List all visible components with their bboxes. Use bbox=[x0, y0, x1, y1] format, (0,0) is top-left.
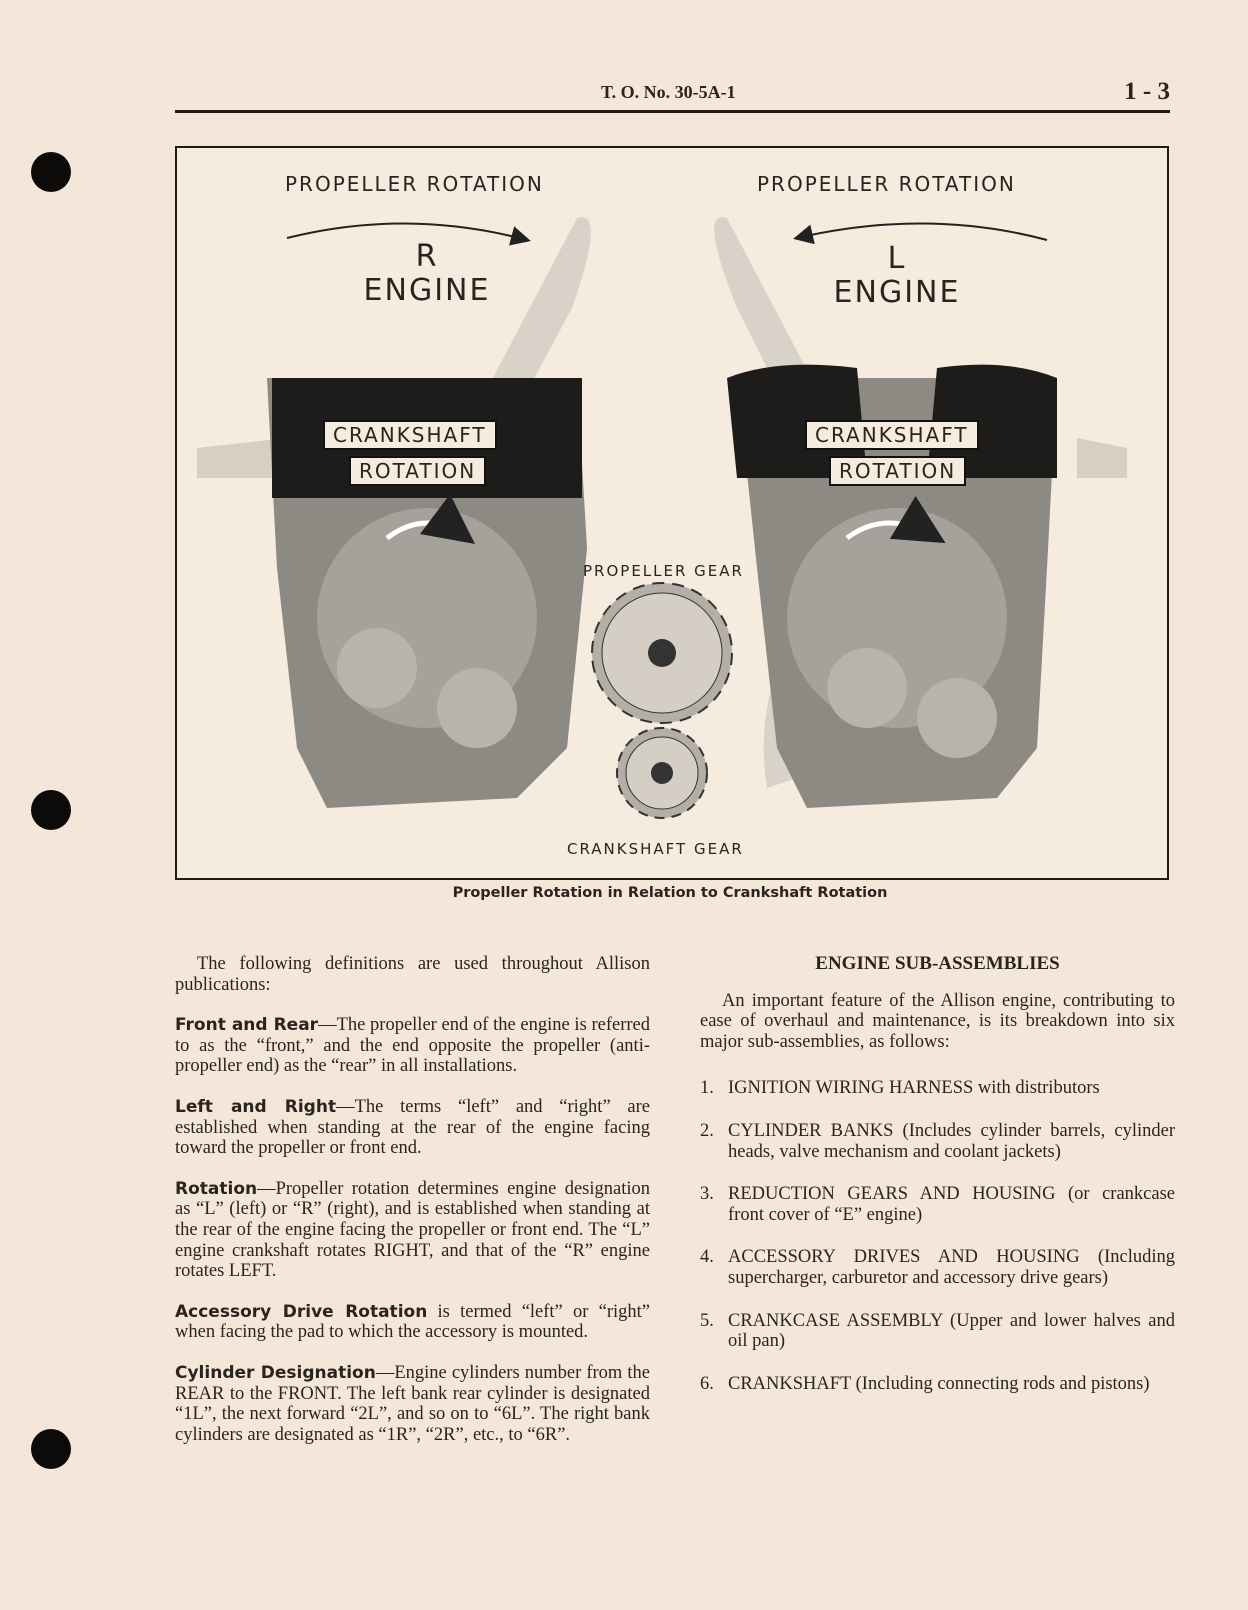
sub-assemblies-intro: An important feature of the Allison engine, contributing to ease of overhaul and maintenance, is its breakdown into six major sub-assemblies, as follows: bbox=[700, 990, 1175, 1052]
definition-accessory-drive: Accessory Drive Rotation is termed “left” or “right” when facing the pad to which the accessory is mounted. bbox=[175, 1301, 650, 1343]
crankshaft-gear-label: CRANKSHAFT GEAR bbox=[567, 840, 744, 858]
header-rule bbox=[175, 110, 1170, 113]
section-heading: ENGINE SUB-ASSEMBLIES bbox=[815, 953, 1060, 974]
definitions-column bbox=[175, 954, 650, 1465]
right-propeller-rotation-label: PROPELLER ROTATION bbox=[757, 172, 1016, 196]
l-engine-word: ENGINE bbox=[833, 275, 961, 310]
l-engine-letter: L bbox=[887, 241, 907, 276]
r-engine-word: ENGINE bbox=[363, 273, 491, 308]
definition-front-rear: Front and Rear—The propeller end of the engine is referred to as the “front,” and the end opposite the propeller (anti-propeller end) as the “rear” in all installations. bbox=[175, 1015, 651, 1077]
binder-hole bbox=[31, 790, 71, 830]
list-item: 2. CYLINDER BANKS (Includes cylinder barrels, cylinder heads, valve mechanism and coolant jackets) bbox=[700, 1120, 1175, 1162]
page-header bbox=[175, 80, 1170, 110]
list-item: 1. IGNITION WIRING HARNESS with distributors bbox=[700, 1078, 1100, 1099]
engine-rotation-figure bbox=[175, 146, 1169, 880]
list-item: 6. CRANKSHAFT (Including connecting rods and pistons) bbox=[700, 1373, 1150, 1394]
figure-caption: Propeller Rotation in Relation to Crankshaft Rotation bbox=[452, 885, 888, 901]
list-item: 4. ACCESSORY DRIVES AND HOUSING (Including supercharger, carburetor and accessory drive gears) bbox=[700, 1247, 1175, 1288]
r-engine-label bbox=[357, 240, 497, 308]
engine-illustration bbox=[177, 148, 1167, 878]
list-item: 5. CRANKCASE ASSEMBLY (Upper and lower halves and oil pan) bbox=[700, 1310, 1175, 1352]
page-number: 1 - 3 bbox=[1124, 78, 1170, 105]
left-arrow-icon bbox=[797, 223, 1047, 240]
left-crankshaft-label: CRANKSHAFT bbox=[323, 420, 497, 450]
r-engine-letter: R bbox=[415, 239, 439, 274]
list-item: 3. REDUCTION GEARS AND HOUSING (or crankcase front cover of “E” engine) bbox=[700, 1184, 1175, 1225]
definition-left-right: Left and Right—The terms “left” and “right” are established when standing at the rear of the engine facing toward the propeller or front end. bbox=[175, 1096, 651, 1159]
crankshaft-gear-icon bbox=[617, 728, 707, 818]
binder-hole bbox=[31, 152, 71, 192]
right-rotation-label: ROTATION bbox=[829, 456, 966, 486]
definition-rotation: Rotation—Propeller rotation determines engine designation as “L” (left) or “R” (right), and is established when standing at the rear of the engine facing the propeller or front end. The “L” engine crankshaft rotates RIGHT, and that of the “R” engine rotates LEFT. bbox=[175, 1178, 650, 1282]
l-engine-label bbox=[822, 242, 972, 310]
propeller-gear-label: PROPELLER GEAR bbox=[583, 562, 744, 580]
binder-hole bbox=[31, 1429, 71, 1469]
sub-assemblies-column bbox=[700, 954, 1175, 1416]
definitions-intro: The following definitions are used throughout Allison publications: bbox=[175, 954, 650, 995]
document-number: T. O. No. 30-5A-1 bbox=[601, 82, 736, 102]
propeller-gear-icon bbox=[592, 583, 732, 723]
right-crankshaft-label: CRANKSHAFT bbox=[805, 420, 979, 450]
left-rotation-label: ROTATION bbox=[349, 456, 486, 486]
definition-cylinder: Cylinder Designation—Engine cylinders number from the REAR to the FRONT. The left bank rear cylinder is designated “1L”, the next forward “2L”, and so on to “6L”. The right bank cylinders are designated as “1R”, “2R”, etc., to “6R”. bbox=[175, 1362, 650, 1445]
right-arrow-icon bbox=[287, 223, 527, 240]
left-propeller-rotation-label: PROPELLER ROTATION bbox=[285, 172, 544, 196]
